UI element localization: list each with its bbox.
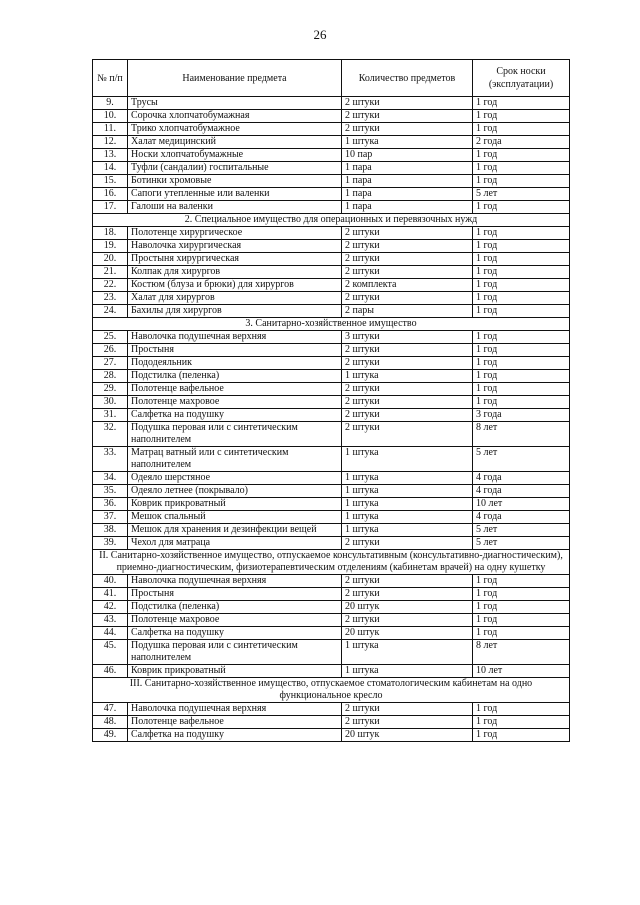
cell-qty: 2 штуки bbox=[342, 716, 473, 729]
cell-num: 43. bbox=[93, 614, 128, 627]
table-row bbox=[93, 97, 570, 110]
table-header-row bbox=[93, 60, 570, 97]
cell-num: 47. bbox=[93, 703, 128, 716]
cell-qty: 2 штуки bbox=[342, 266, 473, 279]
cell-num: 15. bbox=[93, 175, 128, 188]
cell-num: 9. bbox=[93, 97, 128, 110]
cell-num: 20. bbox=[93, 253, 128, 266]
cell-term: 5 лет bbox=[473, 524, 570, 537]
cell-term: 5 лет bbox=[473, 447, 570, 472]
cell-num: 46. bbox=[93, 665, 128, 678]
cell-num: 49. bbox=[93, 729, 128, 742]
table-row bbox=[93, 266, 570, 279]
table-row bbox=[93, 110, 570, 123]
table-row bbox=[93, 575, 570, 588]
table-row bbox=[93, 331, 570, 344]
cell-name: Салфетка на подушку bbox=[128, 627, 342, 640]
cell-term: 10 лет bbox=[473, 498, 570, 511]
table-row bbox=[93, 716, 570, 729]
cell-name: Салфетка на подушку bbox=[128, 729, 342, 742]
cell-num: 34. bbox=[93, 472, 128, 485]
table-row bbox=[93, 614, 570, 627]
cell-qty: 1 штука bbox=[342, 640, 473, 665]
cell-name: Бахилы для хирургов bbox=[128, 305, 342, 318]
cell-term: 2 года bbox=[473, 136, 570, 149]
section-title: II. Санитарно-хозяйственное имущество, отпускаемое консультативным (консультативно-диагностическим), приемно-диагностическим, физиотерапевтическим отделениям (кабинетам врачей) на одну кушетку bbox=[93, 550, 570, 575]
cell-name: Костюм (блуза и брюки) для хирургов bbox=[128, 279, 342, 292]
cell-num: 24. bbox=[93, 305, 128, 318]
cell-term: 1 год bbox=[473, 240, 570, 253]
cell-term: 8 лет bbox=[473, 422, 570, 447]
cell-term: 1 год bbox=[473, 627, 570, 640]
cell-qty: 2 штуки bbox=[342, 614, 473, 627]
cell-name: Пододеяльник bbox=[128, 357, 342, 370]
cell-name: Наволочка подушечная верхняя bbox=[128, 703, 342, 716]
table-row bbox=[93, 640, 570, 665]
cell-num: 14. bbox=[93, 162, 128, 175]
cell-name: Носки хлопчатобумажные bbox=[128, 149, 342, 162]
cell-term: 1 год bbox=[473, 575, 570, 588]
cell-name: Чехол для матраца bbox=[128, 537, 342, 550]
cell-qty: 2 штуки bbox=[342, 575, 473, 588]
cell-name: Мешок спальный bbox=[128, 511, 342, 524]
table-row bbox=[93, 253, 570, 266]
table-row bbox=[93, 703, 570, 716]
cell-qty: 1 штука bbox=[342, 136, 473, 149]
table-row bbox=[93, 729, 570, 742]
cell-name: Трусы bbox=[128, 97, 342, 110]
cell-num: 18. bbox=[93, 227, 128, 240]
cell-qty: 2 штуки bbox=[342, 110, 473, 123]
cell-qty: 1 штука bbox=[342, 485, 473, 498]
table-row bbox=[93, 162, 570, 175]
cell-num: 16. bbox=[93, 188, 128, 201]
section-title: 2. Специальное имущество для операционных и перевязочных нужд bbox=[93, 214, 570, 227]
cell-name: Наволочка хирургическая bbox=[128, 240, 342, 253]
cell-qty: 2 штуки bbox=[342, 97, 473, 110]
cell-num: 37. bbox=[93, 511, 128, 524]
cell-qty: 2 комплекта bbox=[342, 279, 473, 292]
cell-qty: 1 штука bbox=[342, 447, 473, 472]
cell-qty: 2 штуки bbox=[342, 227, 473, 240]
cell-term: 1 год bbox=[473, 227, 570, 240]
cell-name: Подстилка (пеленка) bbox=[128, 601, 342, 614]
cell-qty: 2 штуки bbox=[342, 396, 473, 409]
cell-name: Простыня bbox=[128, 344, 342, 357]
cell-num: 31. bbox=[93, 409, 128, 422]
cell-term: 8 лет bbox=[473, 640, 570, 665]
table-row bbox=[93, 511, 570, 524]
cell-name: Халат медицинский bbox=[128, 136, 342, 149]
table-row bbox=[93, 485, 570, 498]
cell-term: 5 лет bbox=[473, 188, 570, 201]
cell-name: Наволочка подушечная верхняя bbox=[128, 331, 342, 344]
section-title: III. Санитарно-хозяйственное имущество, отпускаемое стоматологическим кабинетам на одно функциональное кресло bbox=[93, 678, 570, 703]
cell-name: Полотенце вафельное bbox=[128, 716, 342, 729]
cell-qty: 2 штуки bbox=[342, 383, 473, 396]
table-row bbox=[93, 537, 570, 550]
cell-num: 29. bbox=[93, 383, 128, 396]
cell-num: 22. bbox=[93, 279, 128, 292]
cell-name: Подстилка (пеленка) bbox=[128, 370, 342, 383]
section-header-row bbox=[93, 318, 570, 331]
cell-name: Простыня хирургическая bbox=[128, 253, 342, 266]
header-term: Срок носки (эксплуатации) bbox=[473, 60, 570, 97]
cell-term: 1 год bbox=[473, 201, 570, 214]
cell-term: 1 год bbox=[473, 729, 570, 742]
cell-num: 39. bbox=[93, 537, 128, 550]
cell-qty: 2 штуки bbox=[342, 703, 473, 716]
cell-num: 25. bbox=[93, 331, 128, 344]
cell-name: Колпак для хирургов bbox=[128, 266, 342, 279]
cell-qty: 2 штуки bbox=[342, 422, 473, 447]
cell-term: 1 год bbox=[473, 357, 570, 370]
cell-name: Полотенце вафельное bbox=[128, 383, 342, 396]
cell-qty: 1 штука bbox=[342, 511, 473, 524]
section-header-row bbox=[93, 550, 570, 575]
cell-qty: 1 пара bbox=[342, 162, 473, 175]
cell-num: 36. bbox=[93, 498, 128, 511]
cell-term: 1 год bbox=[473, 97, 570, 110]
cell-num: 45. bbox=[93, 640, 128, 665]
cell-qty: 2 штуки bbox=[342, 344, 473, 357]
cell-name: Сапоги утепленные или валенки bbox=[128, 188, 342, 201]
table-row bbox=[93, 123, 570, 136]
table-row bbox=[93, 149, 570, 162]
page-number: 26 bbox=[313, 27, 327, 42]
cell-num: 19. bbox=[93, 240, 128, 253]
cell-num: 12. bbox=[93, 136, 128, 149]
cell-name: Халат для хирургов bbox=[128, 292, 342, 305]
cell-term: 1 год bbox=[473, 716, 570, 729]
cell-term: 1 год bbox=[473, 601, 570, 614]
cell-num: 38. bbox=[93, 524, 128, 537]
cell-name: Сорочка хлопчатобумажная bbox=[128, 110, 342, 123]
cell-name: Наволочка подушечная верхняя bbox=[128, 575, 342, 588]
cell-term: 1 год bbox=[473, 396, 570, 409]
table-body bbox=[93, 97, 570, 742]
cell-term: 1 год bbox=[473, 370, 570, 383]
header-num: № п/п bbox=[93, 60, 128, 97]
cell-num: 30. bbox=[93, 396, 128, 409]
cell-qty: 1 штука bbox=[342, 524, 473, 537]
header-qty: Количество предметов bbox=[342, 60, 473, 97]
cell-qty: 3 штуки bbox=[342, 331, 473, 344]
cell-num: 42. bbox=[93, 601, 128, 614]
cell-term: 10 лет bbox=[473, 665, 570, 678]
cell-name: Подушка перовая или с синтетическим наполнителем bbox=[128, 422, 342, 447]
cell-num: 35. bbox=[93, 485, 128, 498]
section-title: 3. Санитарно-хозяйственное имущество bbox=[93, 318, 570, 331]
cell-qty: 2 штуки bbox=[342, 588, 473, 601]
table-row bbox=[93, 601, 570, 614]
cell-term: 1 год bbox=[473, 162, 570, 175]
table-row bbox=[93, 188, 570, 201]
cell-num: 32. bbox=[93, 422, 128, 447]
cell-name: Простыня bbox=[128, 588, 342, 601]
cell-qty: 1 штука bbox=[342, 665, 473, 678]
cell-name: Одеяло летнее (покрывало) bbox=[128, 485, 342, 498]
cell-qty: 20 штук bbox=[342, 627, 473, 640]
table-row bbox=[93, 292, 570, 305]
table-row bbox=[93, 498, 570, 511]
cell-term: 4 года bbox=[473, 511, 570, 524]
table-row bbox=[93, 279, 570, 292]
cell-num: 28. bbox=[93, 370, 128, 383]
table-row bbox=[93, 344, 570, 357]
cell-term: 1 год bbox=[473, 383, 570, 396]
cell-num: 41. bbox=[93, 588, 128, 601]
cell-qty: 20 штук bbox=[342, 601, 473, 614]
table-row bbox=[93, 240, 570, 253]
cell-num: 33. bbox=[93, 447, 128, 472]
cell-num: 21. bbox=[93, 266, 128, 279]
cell-name: Подушка перовая или с синтетическим наполнителем bbox=[128, 640, 342, 665]
cell-num: 44. bbox=[93, 627, 128, 640]
table-row bbox=[93, 370, 570, 383]
cell-num: 48. bbox=[93, 716, 128, 729]
cell-name: Галоши на валенки bbox=[128, 201, 342, 214]
cell-term: 1 год bbox=[473, 331, 570, 344]
cell-qty: 1 пара bbox=[342, 201, 473, 214]
cell-qty: 2 штуки bbox=[342, 240, 473, 253]
table-row bbox=[93, 472, 570, 485]
cell-term: 1 год bbox=[473, 279, 570, 292]
cell-qty: 20 штук bbox=[342, 729, 473, 742]
section-header-row bbox=[93, 678, 570, 703]
cell-num: 11. bbox=[93, 123, 128, 136]
table-row bbox=[93, 305, 570, 318]
cell-term: 1 год bbox=[473, 123, 570, 136]
cell-name: Полотенце махровое bbox=[128, 614, 342, 627]
cell-qty: 2 штуки bbox=[342, 537, 473, 550]
cell-qty: 1 пара bbox=[342, 175, 473, 188]
table-row bbox=[93, 396, 570, 409]
cell-name: Полотенце хирургическое bbox=[128, 227, 342, 240]
table-row bbox=[93, 665, 570, 678]
cell-term: 1 год bbox=[473, 175, 570, 188]
cell-qty: 2 штуки bbox=[342, 357, 473, 370]
cell-num: 40. bbox=[93, 575, 128, 588]
cell-qty: 2 штуки bbox=[342, 409, 473, 422]
cell-num: 10. bbox=[93, 110, 128, 123]
cell-qty: 1 штука bbox=[342, 498, 473, 511]
cell-qty: 1 пара bbox=[342, 188, 473, 201]
cell-num: 27. bbox=[93, 357, 128, 370]
cell-term: 1 год bbox=[473, 266, 570, 279]
cell-term: 1 год bbox=[473, 110, 570, 123]
table-row bbox=[93, 201, 570, 214]
items-table bbox=[92, 59, 570, 742]
cell-name: Ботинки хромовые bbox=[128, 175, 342, 188]
table-row bbox=[93, 175, 570, 188]
cell-term: 4 года bbox=[473, 485, 570, 498]
cell-num: 26. bbox=[93, 344, 128, 357]
table-row bbox=[93, 627, 570, 640]
table-row bbox=[93, 422, 570, 447]
section-header-row bbox=[93, 214, 570, 227]
cell-qty: 1 штука bbox=[342, 472, 473, 485]
cell-qty: 1 штука bbox=[342, 370, 473, 383]
cell-qty: 2 штуки bbox=[342, 123, 473, 136]
table-row bbox=[93, 588, 570, 601]
cell-term: 5 лет bbox=[473, 537, 570, 550]
cell-name: Туфли (сандалии) госпитальные bbox=[128, 162, 342, 175]
cell-term: 1 год bbox=[473, 292, 570, 305]
table-row bbox=[93, 447, 570, 472]
cell-term: 1 год bbox=[473, 588, 570, 601]
cell-name: Салфетка на подушку bbox=[128, 409, 342, 422]
cell-name: Трико хлопчатобумажное bbox=[128, 123, 342, 136]
cell-term: 4 года bbox=[473, 472, 570, 485]
table-row bbox=[93, 357, 570, 370]
cell-name: Коврик прикроватный bbox=[128, 498, 342, 511]
cell-num: 17. bbox=[93, 201, 128, 214]
cell-qty: 10 пар bbox=[342, 149, 473, 162]
table-row bbox=[93, 383, 570, 396]
cell-term: 1 год bbox=[473, 614, 570, 627]
table-row bbox=[93, 227, 570, 240]
header-name: Наименование предмета bbox=[128, 60, 342, 97]
cell-name: Матрац ватный или с синтетическим наполнителем bbox=[128, 447, 342, 472]
table-row bbox=[93, 524, 570, 537]
cell-term: 1 год bbox=[473, 149, 570, 162]
cell-qty: 2 штуки bbox=[342, 253, 473, 266]
cell-num: 13. bbox=[93, 149, 128, 162]
cell-num: 23. bbox=[93, 292, 128, 305]
cell-name: Коврик прикроватный bbox=[128, 665, 342, 678]
cell-term: 1 год bbox=[473, 703, 570, 716]
cell-term: 1 год bbox=[473, 253, 570, 266]
cell-name: Мешок для хранения и дезинфекции вещей bbox=[128, 524, 342, 537]
cell-name: Одеяло шерстяное bbox=[128, 472, 342, 485]
table-row bbox=[93, 409, 570, 422]
cell-term: 1 год bbox=[473, 344, 570, 357]
cell-term: 1 год bbox=[473, 305, 570, 318]
cell-term: 3 года bbox=[473, 409, 570, 422]
cell-qty: 2 пары bbox=[342, 305, 473, 318]
table-row bbox=[93, 136, 570, 149]
cell-name: Полотенце махровое bbox=[128, 396, 342, 409]
cell-qty: 2 штуки bbox=[342, 292, 473, 305]
